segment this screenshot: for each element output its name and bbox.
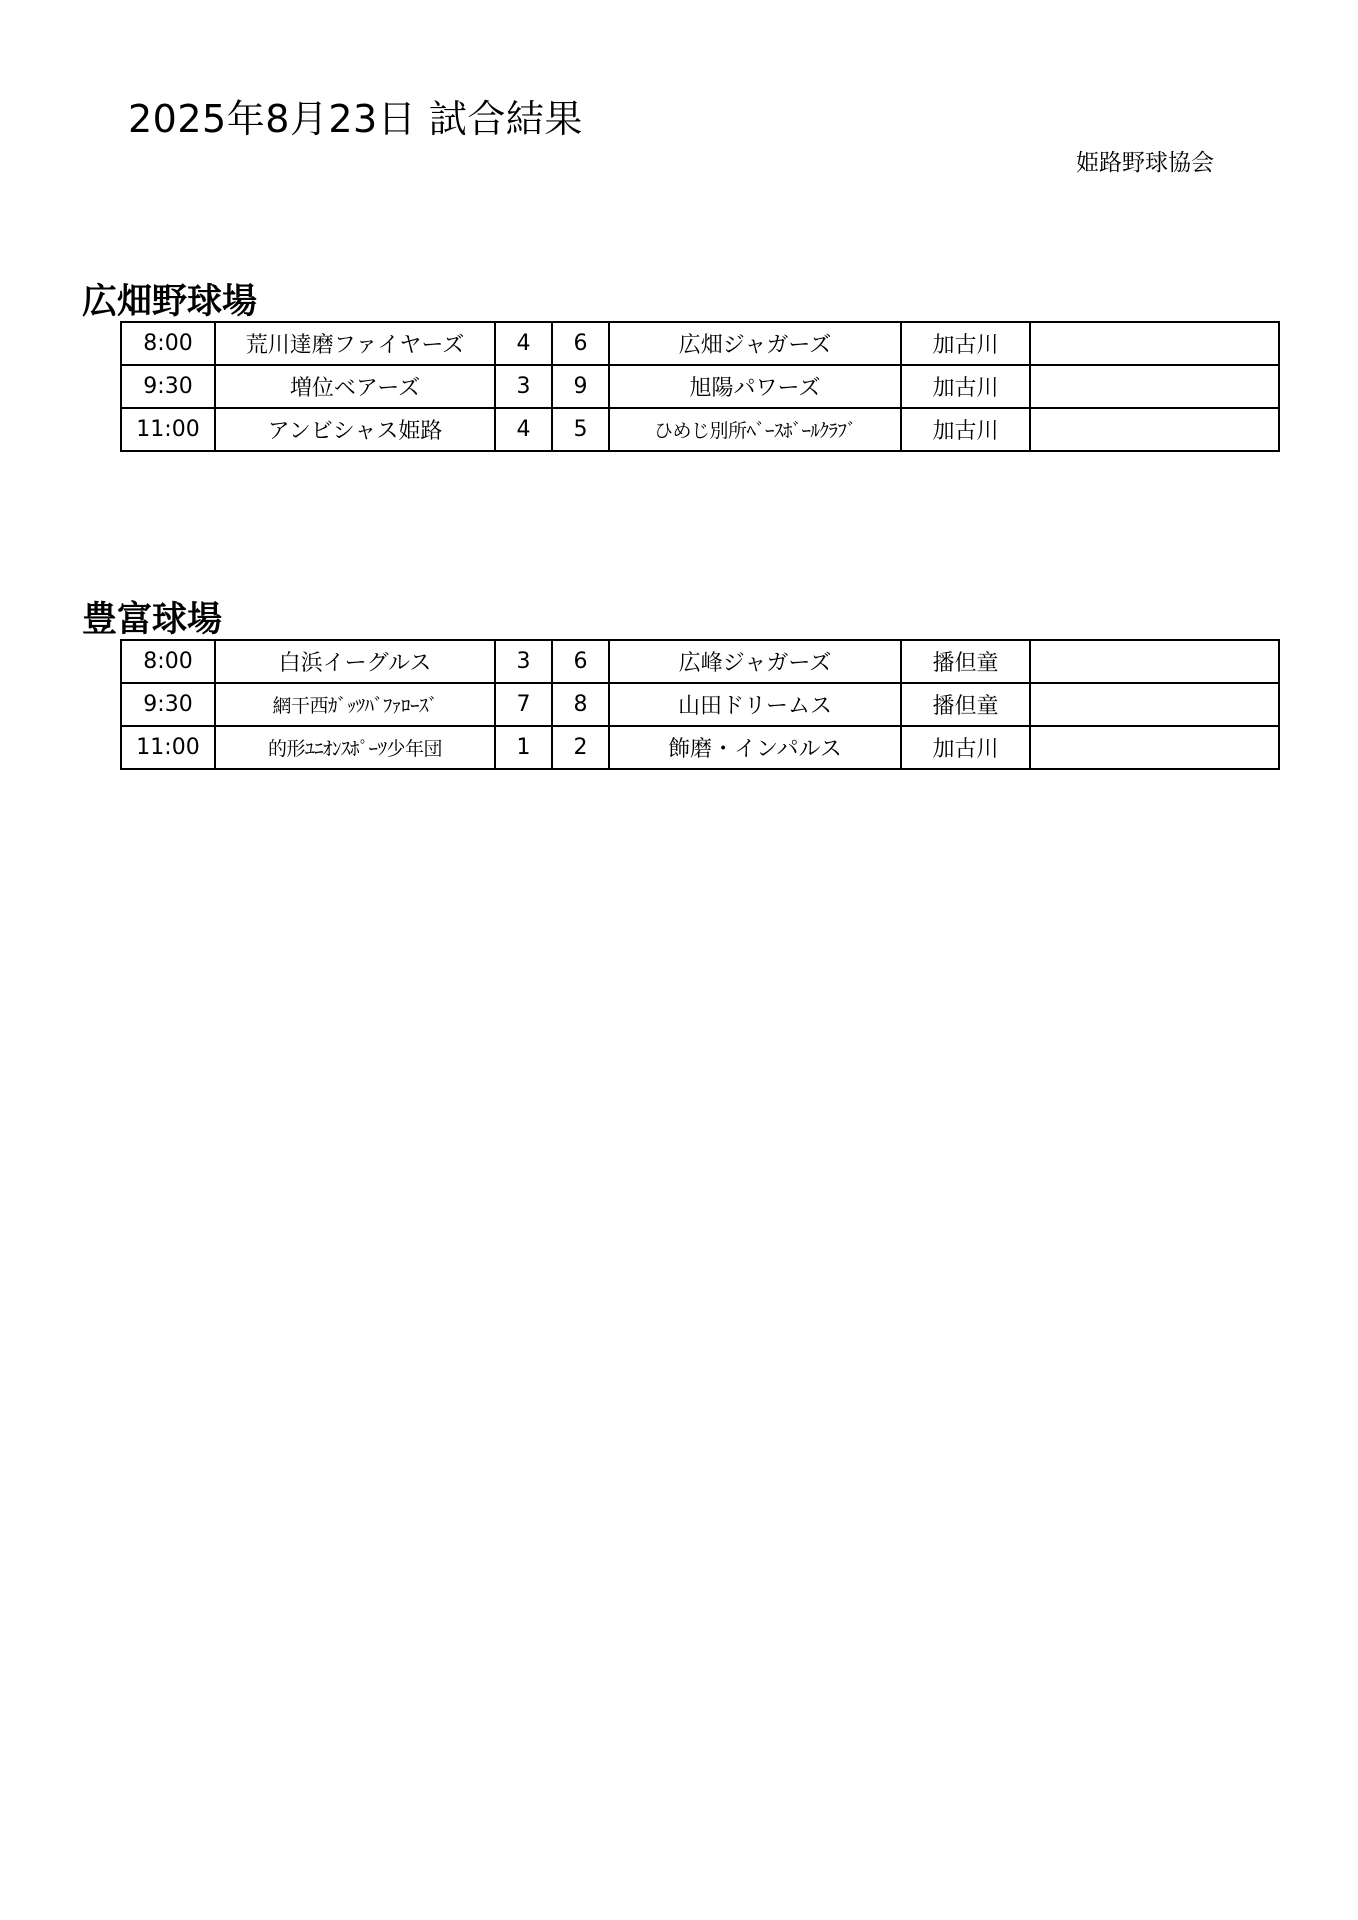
score-b: 8 — [552, 683, 609, 726]
team-a: 荒川達磨ファイヤーズ — [215, 322, 495, 365]
team-a: アンビシャス姫路 — [215, 408, 495, 451]
game-time: 9:30 — [121, 683, 215, 726]
umpire: 加古川 — [901, 726, 1030, 769]
note — [1030, 322, 1279, 365]
team-b: ひめじ別所ﾍﾞｰｽﾎﾞｰﾙｸﾗﾌﾞ — [609, 408, 901, 451]
umpire: 加古川 — [901, 365, 1030, 408]
team-a: 増位ベアーズ — [215, 365, 495, 408]
score-b: 9 — [552, 365, 609, 408]
team-a: 網干西ｶﾞｯﾂﾊﾞﾌｧﾛｰｽﾞ — [215, 683, 495, 726]
venue-heading: 豊富球場 — [82, 600, 223, 640]
table-row — [121, 683, 1279, 726]
page-title: 2025年8月23日 試合結果 — [128, 97, 583, 141]
score-b: 5 — [552, 408, 609, 451]
team-b: 飾磨・インパルス — [609, 726, 901, 769]
umpire: 播但童 — [901, 683, 1030, 726]
results-table — [120, 639, 1280, 770]
score-a: 1 — [495, 726, 552, 769]
game-time: 11:00 — [121, 726, 215, 769]
umpire: 加古川 — [901, 408, 1030, 451]
game-time: 8:00 — [121, 322, 215, 365]
organization-name: 姫路野球協会 — [1076, 150, 1214, 176]
score-b: 6 — [552, 640, 609, 683]
team-b: 山田ドリームス — [609, 683, 901, 726]
results-table — [120, 321, 1280, 452]
note — [1030, 726, 1279, 769]
note — [1030, 640, 1279, 683]
team-b: 広畑ジャガーズ — [609, 322, 901, 365]
score-a: 3 — [495, 365, 552, 408]
score-a: 7 — [495, 683, 552, 726]
score-a: 3 — [495, 640, 552, 683]
score-b: 6 — [552, 322, 609, 365]
table-row — [121, 365, 1279, 408]
umpire: 播但童 — [901, 640, 1030, 683]
note — [1030, 365, 1279, 408]
venue-heading: 広畑野球場 — [82, 282, 258, 322]
game-time: 9:30 — [121, 365, 215, 408]
umpire: 加古川 — [901, 322, 1030, 365]
team-a: 的形ﾕﾆｵﾝｽﾎﾟｰﾂ少年団 — [215, 726, 495, 769]
note — [1030, 408, 1279, 451]
table-row — [121, 726, 1279, 769]
game-time: 11:00 — [121, 408, 215, 451]
team-b: 旭陽パワーズ — [609, 365, 901, 408]
game-time: 8:00 — [121, 640, 215, 683]
score-a: 4 — [495, 322, 552, 365]
table-row — [121, 640, 1279, 683]
team-a: 白浜イーグルス — [215, 640, 495, 683]
score-b: 2 — [552, 726, 609, 769]
table-row — [121, 322, 1279, 365]
score-a: 4 — [495, 408, 552, 451]
table-row — [121, 408, 1279, 451]
team-b: 広峰ジャガーズ — [609, 640, 901, 683]
note — [1030, 683, 1279, 726]
